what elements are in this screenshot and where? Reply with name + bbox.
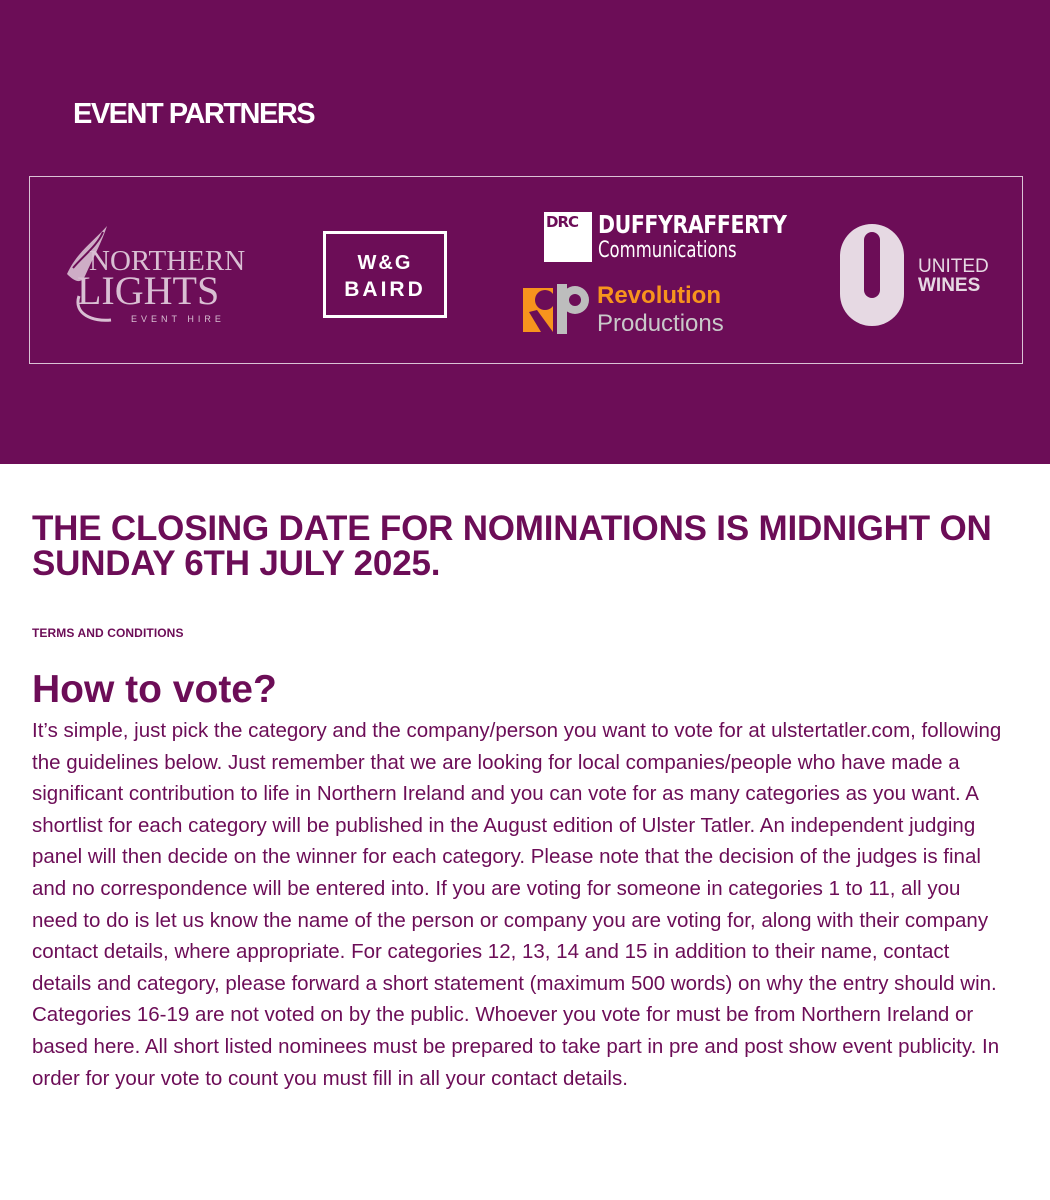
revolution-mark-icon (523, 282, 593, 338)
northern-lights-logo-graphic (63, 222, 253, 327)
event-partners-section (0, 0, 1050, 464)
united-wines-line2: WINES (918, 275, 981, 296)
closing-date-heading: THE CLOSING DATE FOR NOMINATIONS IS MIDNIGHT ON SUNDAY 6TH JULY 2025. (32, 509, 992, 583)
northern-lights-tagline: EVENT HIRE (131, 314, 225, 324)
terms-and-conditions-link[interactable]: TERMS AND CONDITIONS (32, 626, 184, 640)
duffy-rafferty-name: DUFFYRAFFERTY (598, 210, 787, 239)
northern-lights-line2: LIGHTS (77, 268, 220, 313)
united-wines-mark-icon (840, 224, 904, 326)
how-to-vote-heading: How to vote? (32, 668, 277, 711)
how-to-vote-body: It’s simple, just pick the category and the company/person you want to vote for at ulstertatler.com, following the guidelines below. Just remember that we are looking for local companies/people who have made a significant contribution to life in Northern Ireland and you can vote for as many categories as you want. A shortlist for each category will be published in the August edition of Ulster Tatler. An independent judging panel will then decide on the winner for each category. Please note that the decision of the judges is final and no correspondence will be entered into. If you are voting for someone in categories 1 to 11, all you need to do is let us know the name of the person or company you are voting for, along with their company contact details, where appropriate. For categories 12, 13, 14 and 15 in addition to their name, contact details and category, please forward a short statement (maximum 500 words) on why the entry should win. Categories 16-19 are not voted on by the public. Whoever you vote for must be from Northern Ireland or based here. All short listed nominees must be prepared to take part in pre and post show event publicity. In order for your vote to count you must fill in all your contact details. (32, 719, 1002, 1090)
wg-baird-line1: W&G (357, 252, 413, 274)
revolution-productions-logo[interactable] (523, 282, 753, 342)
united-wines-logo[interactable] (840, 224, 1000, 328)
duffy-rafferty-sub: Communications (598, 238, 737, 263)
united-wines-line1: UNITED (918, 256, 989, 277)
revolution-name: Revolution (597, 282, 721, 309)
northern-lights-line1: NORTHERN (89, 245, 246, 277)
wg-baird-line2: BAIRD (344, 278, 426, 301)
drc-mark: DRC (544, 212, 592, 262)
wg-baird-logo[interactable] (323, 231, 447, 318)
duffy-rafferty-logo[interactable] (544, 210, 787, 266)
northern-lights-logo[interactable] (63, 222, 253, 327)
revolution-sub: Productions (597, 310, 724, 337)
event-partners-heading: EVENT PARTNERS (73, 98, 315, 130)
